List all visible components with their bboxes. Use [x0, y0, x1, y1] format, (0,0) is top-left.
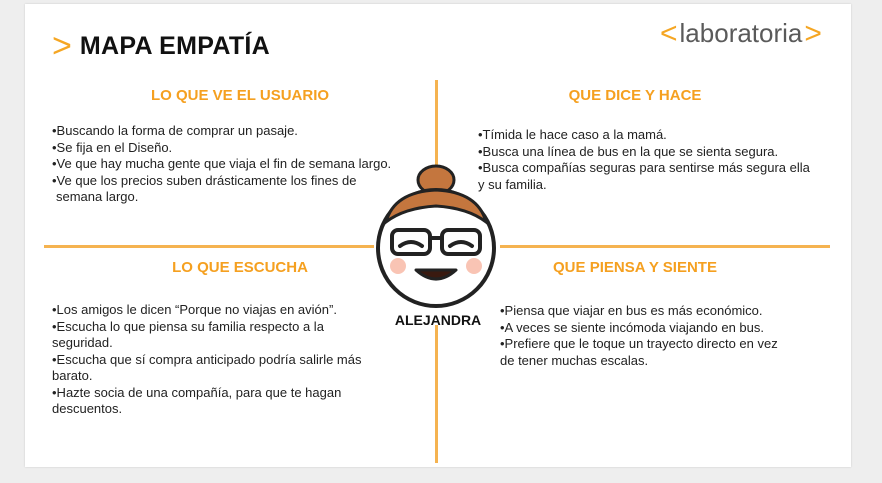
persona-name: ALEJANDRA	[394, 312, 482, 328]
logo-left-bracket: <	[660, 16, 678, 50]
quadrant-text-hears	[52, 302, 382, 418]
persona-face-icon	[372, 160, 500, 310]
laboratoria-logo	[660, 18, 822, 49]
logo-right-bracket: >	[804, 16, 822, 50]
quadrant-heading-says-does: QUE DICE Y HACE	[568, 87, 702, 104]
vertical-divider-bottom	[435, 325, 438, 463]
list-item: •Buscando la forma de comprar un pasaje.	[52, 123, 298, 138]
chevron-right-icon: >	[52, 27, 72, 65]
list-item: •A veces se siente incómoda viajando en bus.	[500, 319, 764, 335]
title-block	[52, 28, 270, 64]
quadrant-text-sees	[52, 123, 422, 206]
cheek-left	[390, 258, 406, 274]
list-item: •Escucha que sí compra anticipado podría salirle más	[52, 351, 362, 367]
list-item: semana largo.	[56, 189, 139, 204]
horizontal-divider-right	[500, 245, 830, 248]
list-item: •Busca una línea de bus en la que se sienta segura.	[478, 143, 779, 159]
list-item: •Ve que hay mucha gente que viaja el fin de semana largo.	[52, 156, 392, 171]
list-item: de tener muchas escalas.	[500, 352, 649, 368]
cheek-right	[466, 258, 482, 274]
quadrant-heading-hears: LO QUE ESCUCHA	[172, 259, 308, 276]
list-item: •Los amigos le dicen “Porque no viajas en avión”.	[52, 302, 337, 317]
list-item: •Tímida le hace caso a la mamá.	[478, 127, 667, 142]
logo-text: laboratoria	[679, 18, 803, 48]
list-item: •Hazte socia de una compañía, para que te hagan	[52, 384, 342, 400]
list-item: •Se fija en el Diseño.	[52, 139, 173, 155]
quadrant-text-thinks-feels	[500, 303, 830, 369]
list-item: •Ve que los precios suben drásticamente los fines de	[52, 172, 357, 188]
page-title: MAPA EMPATÍA	[79, 31, 271, 60]
list-item: •Prefiere que le toque un trayecto directo en vez	[500, 336, 778, 351]
list-item: descuentos.	[52, 401, 123, 416]
horizontal-divider-left	[44, 245, 374, 248]
quadrant-text-says-does	[478, 127, 838, 193]
list-item: •Busca compañías seguras para sentirse más segura ella	[478, 160, 810, 175]
list-item: •Piensa que viajar en bus es más económico.	[500, 303, 763, 318]
list-item: •Escucha lo que piensa su familia respecto a la	[52, 318, 324, 334]
list-item: seguridad.	[52, 335, 113, 350]
quadrant-heading-thinks-feels: QUE PIENSA Y SIENTE	[553, 259, 717, 276]
quadrant-heading-sees: LO QUE VE EL USUARIO	[150, 87, 330, 104]
list-item: barato.	[52, 368, 93, 383]
list-item: y su familia.	[478, 176, 547, 192]
